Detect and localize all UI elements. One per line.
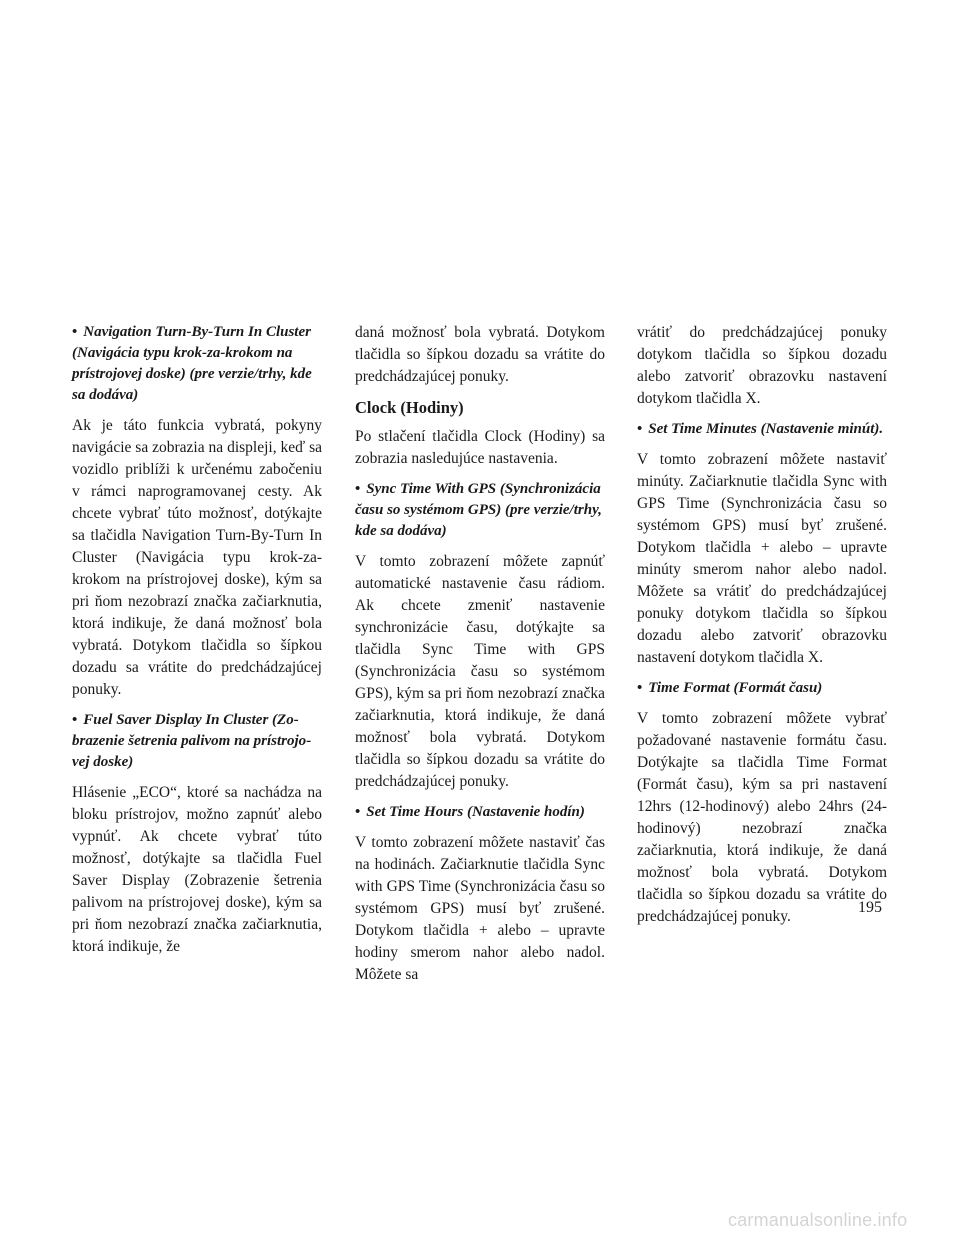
bullet-dot: • [355, 804, 361, 820]
bullet-heading: • Set Time Hours (Nastavenie hodín) [355, 804, 585, 820]
paragraph: V tomto zobrazení môžete zapnúť automatické nastavenie času rádiom. Ak chcete zmeniť nastavenie synchronizácie času, dotýkajte sa tlačidla Sync Time with GPS (Synchronizácia času so systémom GPS), kým sa pri ňom nezobrazí značka začiarknutia, ktorá indikuje, že daná možnosť bola vybratá. Dotykom tlačidla so šípkou dozadu sa vrátite do predchádzajúcej ponuky. [355, 553, 605, 790]
paragraph: vrátiť do predchádzajúcej ponuky dotykom tlačidla so šípkou dozadu alebo zatvoriť obrazovku nastavení dotykom tlačidla X. [637, 324, 887, 407]
bullet-heading: • Set Time Minutes (Nastavenie minút). [637, 421, 884, 437]
bullet-dot: • [637, 680, 643, 696]
bullet-dot: • [355, 481, 361, 497]
watermark: carmanualsonline.info [728, 1210, 908, 1230]
paragraph: V tomto zobrazení môžete vybrať požadované nastavenie formátu času. Dotýkajte sa tlačidla Time Format (Formát času), kým sa pri nastavení 12hrs (12-hodinový) alebo 24hrs (24-hodinový) nezobrazí značka začiarknutia, ktorá indikuje, že daná možnosť bola vybratá. Dotykom tlačidla so šípkou dozadu sa vrátite do predchádzajúcej ponuky. [637, 710, 887, 925]
paragraph: Po stlačení tlačidla Clock (Hodiny) sa zobrazia nasledujúce nastavenia. [355, 428, 605, 467]
text-column-2 [355, 322, 605, 995]
paragraph: daná možnosť bola vybratá. Dotykom tlačidla so šípkou dozadu sa vrátite do predchádzajúcej ponuky. [355, 324, 605, 385]
section-heading: Clock (Hodiny) [355, 398, 464, 417]
bullet-dot: • [637, 421, 643, 437]
text-column-1 [72, 322, 322, 967]
bullet-dot: • [72, 324, 78, 340]
bullet-dot: • [72, 712, 78, 728]
bullet-heading: • Fuel Saver Display In Cluster (Zobrazenie šetrenia palivom na prístrojovej doske) [72, 712, 312, 770]
bullet-heading: • Sync Time With GPS (Synchronizácia času so systémom GPS) (pre verzie/trhy, kde sa dodáva) [355, 481, 602, 539]
paragraph: Ak je táto funkcia vybratá, pokyny navigácie sa zobrazia na displeji, keď sa vozidlo priblíži k určenému zabočeniu v rámci naprogramovanej cesty. Ak chcete vybrať túto možnosť, dotýkajte sa tlačidla Navigation Turn-By-Turn In Cluster (Navigácia typu krok-za-krokom na prístrojovej doske), kým sa pri ňom nezobrazí značka začiarknutia, ktorá indikuje, že daná možnosť bola vybratá. Dotykom tlačidla so šípkou dozadu sa vrátite do predchádzajúcej ponuky. [72, 417, 322, 698]
text-column-3 [637, 322, 887, 937]
bullet-heading: • Time Format (Formát času) [637, 680, 823, 696]
page-number: 195 [858, 899, 882, 916]
paragraph: V tomto zobrazení môžete nastaviť minúty. Začiarknutie tlačidla Sync with GPS Time (Synchronizácia času so systémom GPS) musí byť zrušené. Dotykom tlačidla + alebo – upravte minúty smerom nahor alebo nadol. Môžete sa vrátiť do predchádzajúcej ponuky dotykom tlačidla so šípkou dozadu alebo zatvoriť obrazovku nastavení dotykom tlačidla X. [637, 451, 887, 666]
paragraph: Hlásenie „ECO“, ktoré sa nachádza na bloku prístrojov, možno zapnúť alebo vypnúť. Ak chcete vybrať túto možnosť, dotýkajte sa tlačidla Fuel Saver Display (Zobrazenie šetrenia palivom na prístrojovej doske), kým sa pri ňom nezobrazí značka začiarknutia, ktorá indikuje, že [72, 784, 322, 955]
paragraph: V tomto zobrazení môžete nastaviť čas na hodinách. Začiarknutie tlačidla Sync with GPS Time (Synchronizácia času so systémom GPS) musí byť zrušené. Dotykom tlačidla + alebo – upravte hodiny smerom nahor alebo nadol. Môžete sa [355, 834, 605, 983]
bullet-heading: • Navigation Turn-By-Turn In Cluster (Navigácia typu krok-za-krokom na prístrojovej doske) (pre verzie/trhy, kde sa dodáva) [72, 324, 312, 403]
